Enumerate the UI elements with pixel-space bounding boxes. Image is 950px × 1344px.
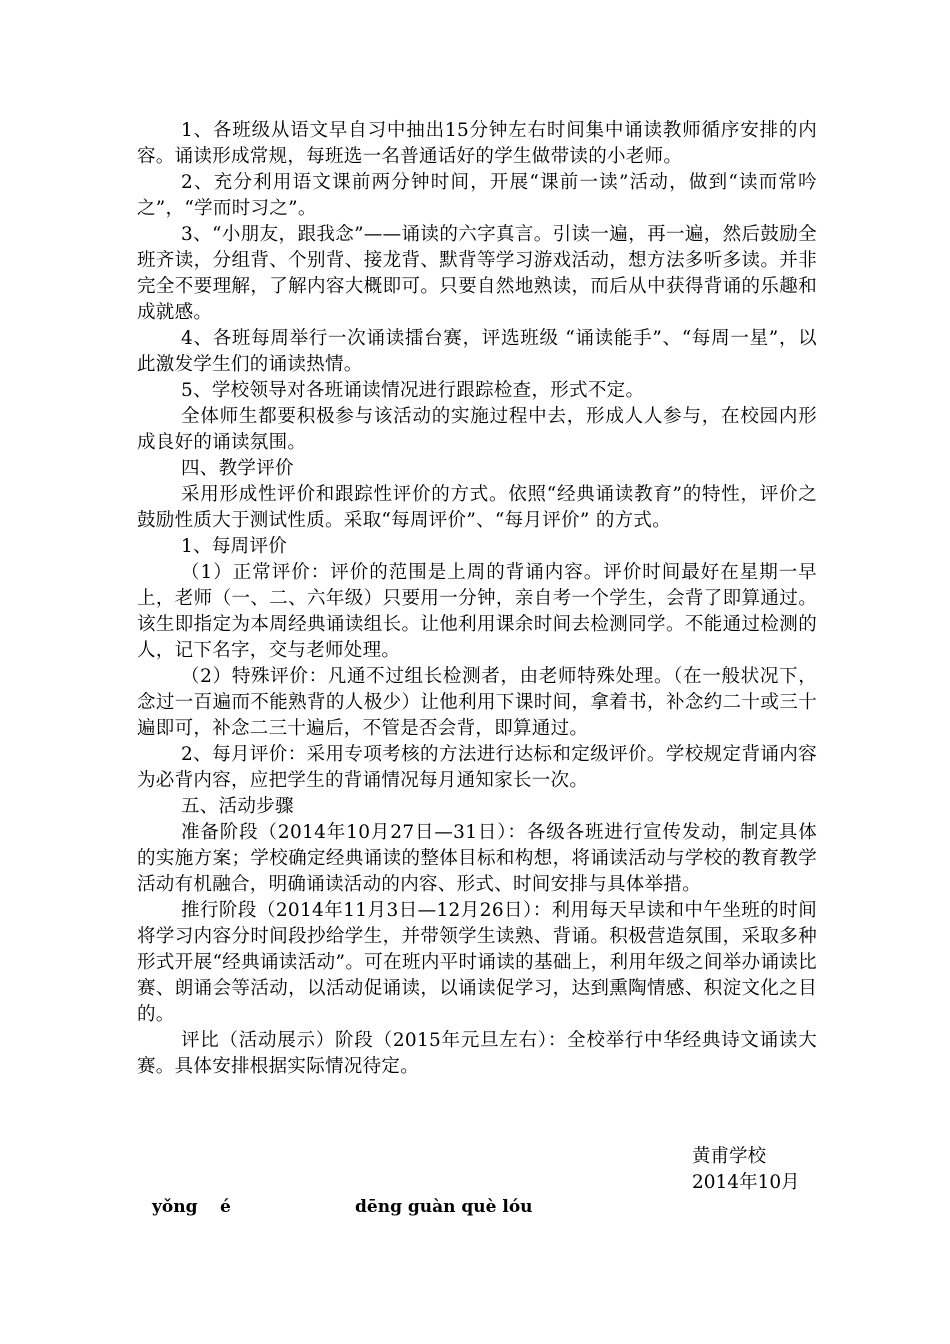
paragraph-16: 评比（活动展示）阶段（2015年元旦左右）：全校举行中华经典诗文诵读大赛。具体安排根据实际情况待定。 bbox=[137, 1030, 817, 1077]
section-heading-evaluation: 四、教学评价 bbox=[181, 458, 294, 479]
paragraph-8: 采用形成性评价和跟踪性评价的方式。依照“经典诵读教育”的特性，评价之鼓励性质大于测试性质。采取“每周评价”、“每月评价” 的方式。 bbox=[137, 484, 817, 531]
paragraph-6: 全体师生都要积极参与该活动的实施过程中去，形成人人参与，在校园内形成良好的诵读氛围。 bbox=[137, 406, 817, 453]
paragraph-15: 推行阶段（2014年11月3日—12月26日）：利用每天早读和中午坐班的时间将学习内容分时间段抄给学生，并带领学生读熟、背诵。积极营造氛围，采取多种形式开展“经典诵读活动”。可在班内平时诵读的基础上，利用年级之间举办诵读比赛、朗诵会等活动，以活动促诵读，以诵读促学习，达到熏陶情感、积淀文化之目的。 bbox=[137, 900, 817, 1025]
section-heading-steps: 五、活动步骤 bbox=[181, 796, 294, 817]
paragraph-11: （2）特殊评价：凡通不过组长检测者，由老师特殊处理。（在一般状况下，念过一百遍而不能熟背的人极少）让他利用下课时间，拿着书，补念约二十或三十遍即可，补念二三十遍后，不管是否会背，即算通过。 bbox=[137, 666, 817, 739]
signature-date: 2014年10月 bbox=[692, 1172, 800, 1193]
pinyin-word-2: é bbox=[220, 1197, 231, 1217]
paragraph-10: （1）正常评价：评价的范围是上周的背诵内容。评价时间最好在星期一早上，老师（一、二、六年级）只要用一分钟，亲自考一个学生，会背了即算通过。该生即指定为本周经典诵读组长。让他利用课余时间去检测同学。不能通过检测的人，记下名字，交与老师处理。 bbox=[137, 562, 817, 661]
document-body bbox=[137, 118, 817, 1080]
pinyin-word-3: dēng guàn què lóu bbox=[355, 1197, 533, 1217]
pinyin-word-1: yǒng bbox=[152, 1197, 198, 1217]
paragraph-4: 4、各班每周举行一次诵读擂台赛，评选班级 “诵读能手”、“每周一星”，以此激发学生们的诵读热情。 bbox=[137, 328, 817, 375]
paragraph-12: 2、每月评价：采用专项考核的方法进行达标和定级评价。学校规定背诵内容为必背内容，应把学生的背诵情况每月通知家长一次。 bbox=[137, 744, 817, 791]
signature-school: 黄甫学校 bbox=[692, 1146, 767, 1167]
paragraph-14: 准备阶段（2014年10月27日—31日）：各级各班进行宣传发动，制定具体的实施方案；学校确定经典诵读的整体目标和构想，将诵读活动与学校的教育教学活动有机融合，明确诵读活动的内容、形式、时间安排与具体举措。 bbox=[137, 822, 817, 895]
paragraph-1: 1、各班级从语文早自习中抽出15分钟左右时间集中诵读教师循序安排的内容。诵读形成常规，每班选一名普通话好的学生做带读的小老师。 bbox=[137, 120, 817, 167]
subheading-weekly-evaluation: 1、每周评价 bbox=[181, 536, 288, 557]
paragraph-3: 3、“小朋友，跟我念”——诵读的六字真言。引读一遍，再一遍，然后鼓励全班齐读，分组背、个别背、接龙背、默背等学习游戏活动，想方法多听多读。并非完全不要理解，了解内容大概即可。只要自然地熟读，而后从中获得背诵的乐趣和成就感。 bbox=[137, 224, 817, 323]
paragraph-5: 5、学校领导对各班诵读情况进行跟踪检查，形式不定。 bbox=[181, 380, 645, 401]
paragraph-2: 2、充分利用语文课前两分钟时间，开展“课前一读”活动，做到“读而常吟之”，“学而时习之”。 bbox=[137, 172, 817, 219]
signature-block bbox=[692, 1144, 852, 1196]
